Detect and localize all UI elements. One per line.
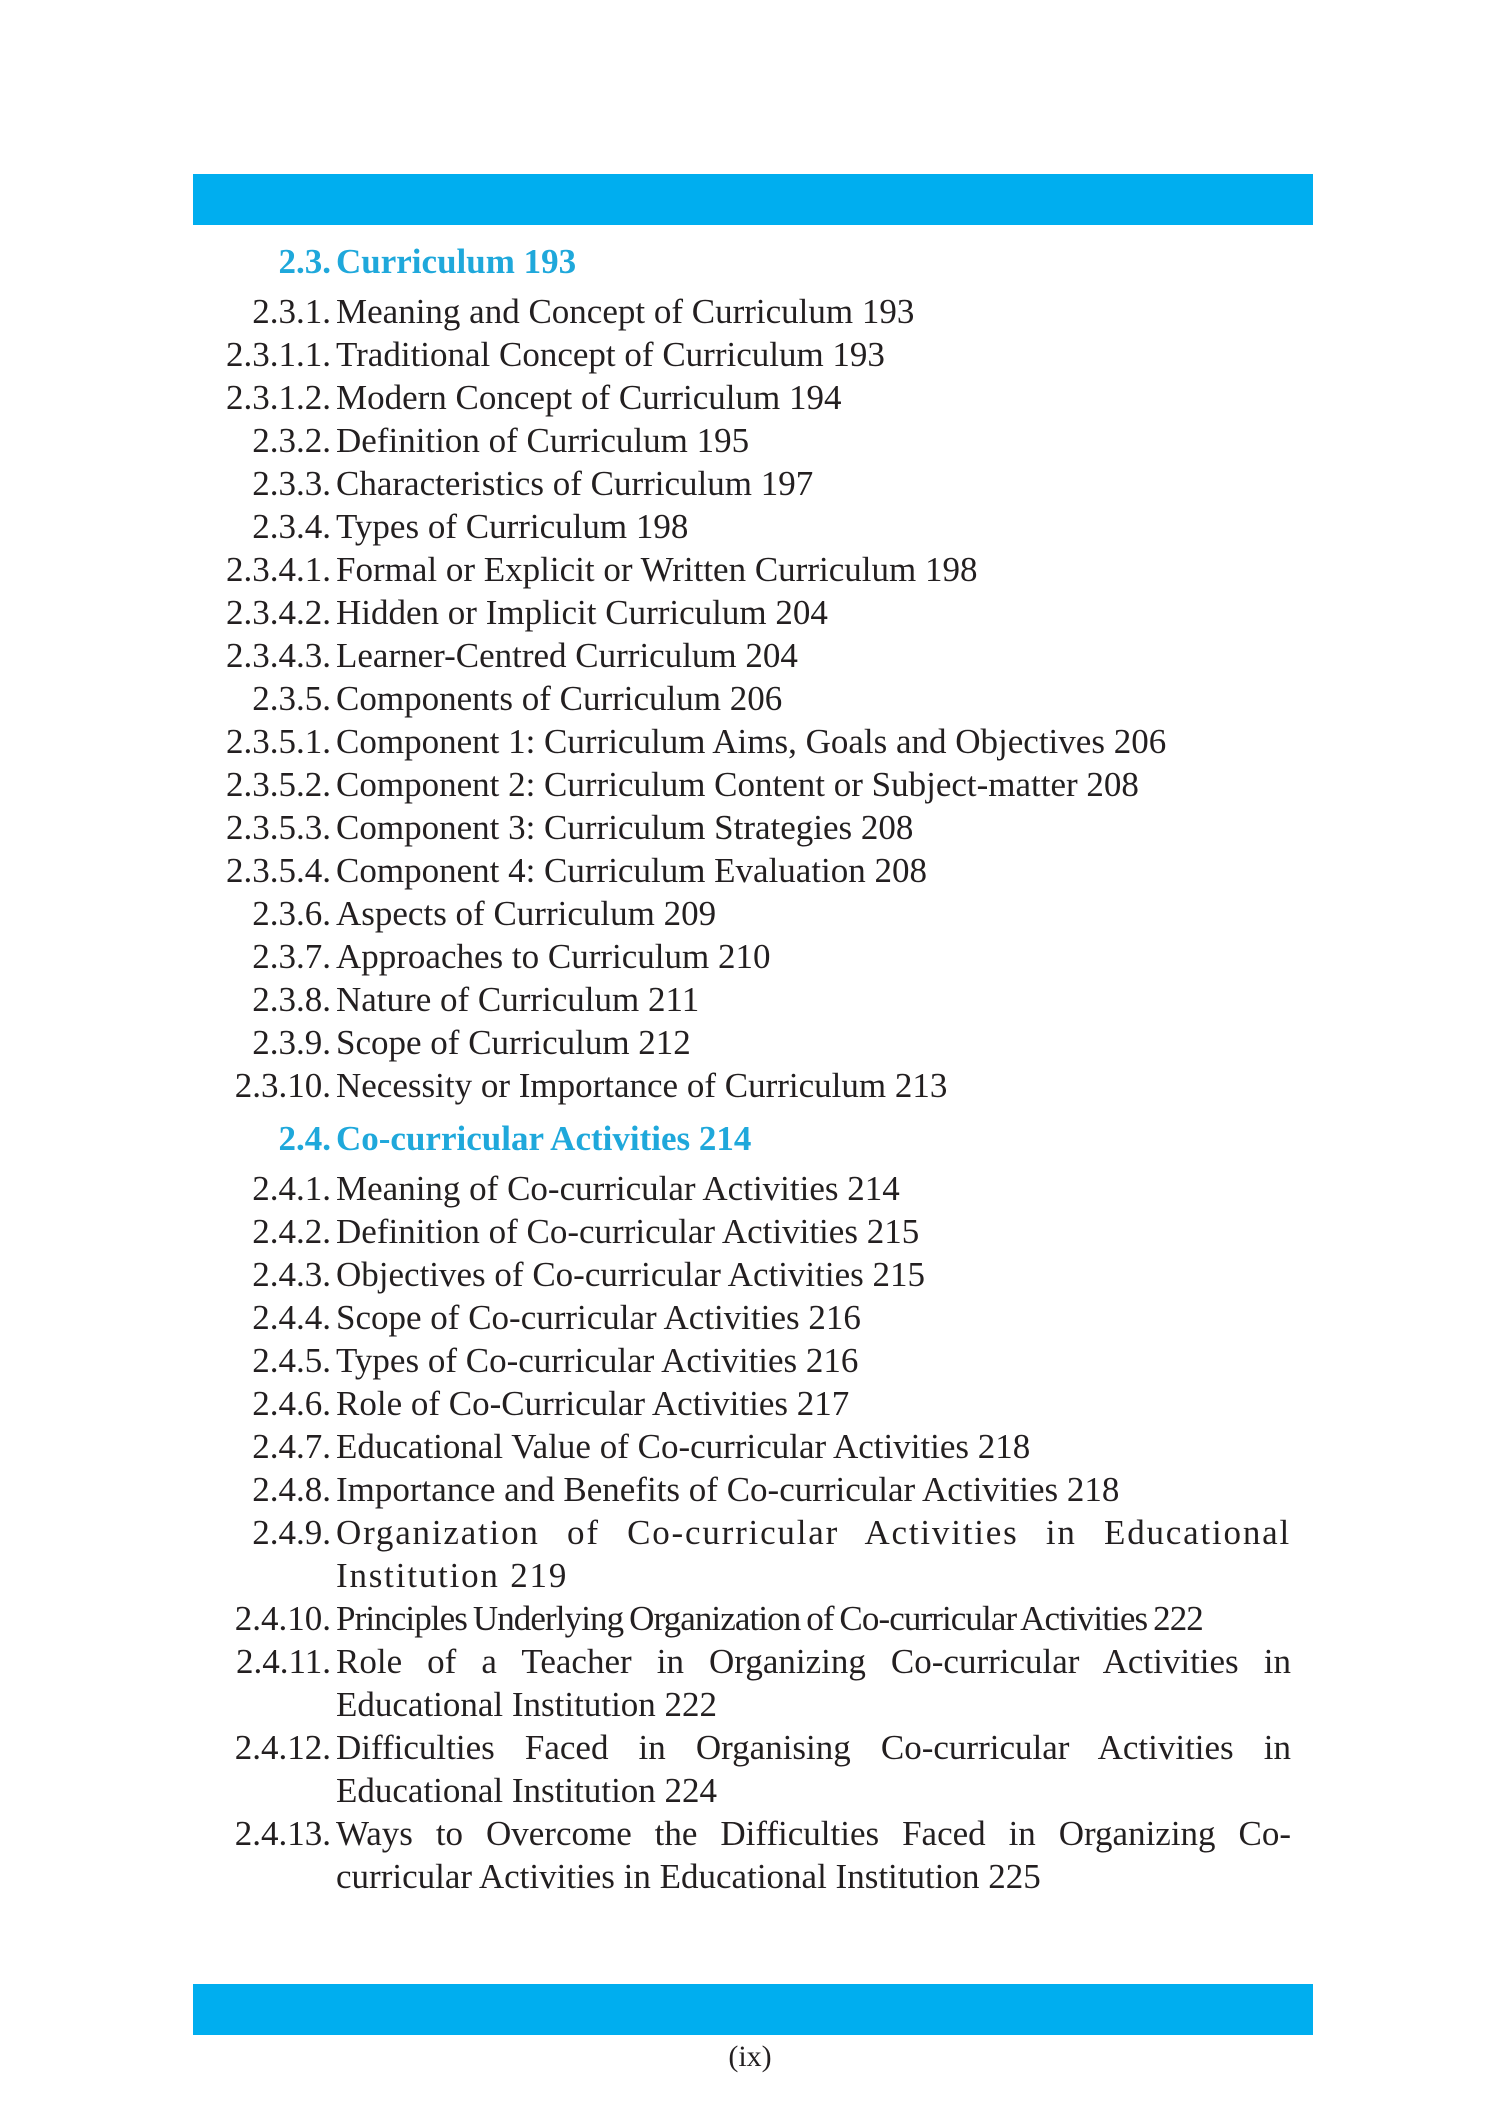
toc-entry[interactable] [0, 1468, 1500, 1511]
toc-entry[interactable] [0, 1511, 1500, 1597]
entry-number: 2.3.5.4. [226, 851, 331, 890]
entry-number: 2.4.10. [234, 1599, 331, 1638]
entry-number: 2.4.3. [252, 1255, 331, 1294]
entry-title: Component 2: Curriculum Content or Subject-matter 208 [336, 765, 1139, 804]
entry-number: 2.3.5. [252, 679, 331, 718]
entry-title: Role of Co-Curricular Activities 217 [336, 1384, 850, 1423]
entry-title: Scope of Curriculum 212 [336, 1023, 691, 1062]
entry-title: Traditional Concept of Curriculum 193 [336, 335, 885, 374]
entry-title: Meaning of Co-curricular Activities 214 [336, 1169, 900, 1208]
toc-entry[interactable] [0, 720, 1500, 763]
toc-entry[interactable] [0, 1253, 1500, 1296]
entry-title: Importance and Benefits of Co-curricular Activities 218 [336, 1470, 1120, 1509]
entry-title: Organization of Co-curricular Activities in Educational Institution 219 [336, 1513, 1291, 1595]
toc-entry[interactable] [0, 1339, 1500, 1382]
entry-number: 2.3.10. [234, 1066, 331, 1105]
entry-title: Component 3: Curriculum Strategies 208 [336, 808, 914, 847]
entry-title: Meaning and Concept of Curriculum 193 [336, 292, 915, 331]
toc-entry[interactable] [0, 1021, 1500, 1064]
entry-title: Principles Underlying Organization of Co-curricular Activities 222 [336, 1599, 1203, 1638]
entry-title: Types of Curriculum 198 [336, 507, 689, 546]
section-number: 2.4. [278, 1119, 331, 1158]
toc-entry[interactable] [0, 1167, 1500, 1210]
entry-number: 2.3.4.2. [226, 593, 331, 632]
toc-entry[interactable] [0, 1296, 1500, 1339]
entry-number: 2.3.8. [252, 980, 331, 1019]
entry-title: Approaches to Curriculum 210 [336, 937, 771, 976]
entry-number: 2.4.7. [252, 1427, 331, 1466]
section-number: 2.3. [278, 242, 331, 281]
entry-number: 2.3.4.1. [226, 550, 331, 589]
entry-number: 2.3.4.3. [226, 636, 331, 675]
entry-number: 2.4.8. [252, 1470, 331, 1509]
entry-number: 2.4.2. [252, 1212, 331, 1251]
entry-number: 2.3.5.1. [226, 722, 331, 761]
entry-title: Objectives of Co-curricular Activities 215 [336, 1255, 926, 1294]
entry-title: Scope of Co-curricular Activities 216 [336, 1298, 861, 1337]
toc-entry[interactable] [0, 505, 1500, 548]
entry-number: 2.4.11. [236, 1642, 331, 1681]
entry-title: Nature of Curriculum 211 [336, 980, 700, 1019]
entry-number: 2.3.3. [252, 464, 331, 503]
entry-title: Component 1: Curriculum Aims, Goals and Objectives 206 [336, 722, 1167, 761]
entry-number: 2.3.5.3. [226, 808, 331, 847]
entry-title: Types of Co-curricular Activities 216 [336, 1341, 859, 1380]
entry-number: 2.4.6. [252, 1384, 331, 1423]
entry-title: Modern Concept of Curriculum 194 [336, 378, 842, 417]
toc-entry[interactable] [0, 849, 1500, 892]
toc-entry[interactable] [0, 1640, 1500, 1726]
toc-entry[interactable] [0, 462, 1500, 505]
entry-number: 2.4.1. [252, 1169, 331, 1208]
toc-entry[interactable] [0, 376, 1500, 419]
header-band [193, 174, 1313, 225]
entry-number: 2.3.9. [252, 1023, 331, 1062]
entry-number: 2.3.7. [252, 937, 331, 976]
toc-entry[interactable] [0, 1726, 1500, 1812]
entry-number: 2.4.4. [252, 1298, 331, 1337]
toc-entry[interactable] [0, 1210, 1500, 1253]
entry-number: 2.3.5.2. [226, 765, 331, 804]
toc-entry[interactable] [0, 806, 1500, 849]
entry-title: Formal or Explicit or Written Curriculum 198 [336, 550, 978, 589]
entry-title: Hidden or Implicit Curriculum 204 [336, 593, 828, 632]
entry-number: 2.3.1.2. [226, 378, 331, 417]
entry-title: Role of a Teacher in Organizing Co-curricular Activities in Educational Institution 222 [336, 1642, 1291, 1724]
entry-title: Necessity or Importance of Curriculum 213 [336, 1066, 948, 1105]
toc-entry[interactable] [0, 290, 1500, 333]
entry-title: Characteristics of Curriculum 197 [336, 464, 814, 503]
entry-number: 2.3.4. [252, 507, 331, 546]
entry-number: 2.4.5. [252, 1341, 331, 1380]
section-title: Co-curricular Activities 214 [336, 1119, 752, 1158]
toc-entry[interactable] [0, 548, 1500, 591]
toc-entry[interactable] [0, 333, 1500, 376]
entry-number: 2.4.13. [234, 1814, 331, 1853]
table-of-contents [0, 240, 1500, 1898]
toc-entry[interactable] [0, 763, 1500, 806]
toc-entry[interactable] [0, 419, 1500, 462]
entry-number: 2.4.12. [234, 1728, 331, 1767]
entry-title: Learner-Centred Curriculum 204 [336, 636, 798, 675]
section-title: Curriculum 193 [336, 242, 577, 281]
toc-entry[interactable] [0, 677, 1500, 720]
toc-entry[interactable] [0, 935, 1500, 978]
entry-title: Definition of Curriculum 195 [336, 421, 750, 460]
entry-number: 2.3.6. [252, 894, 331, 933]
entry-title: Components of Curriculum 206 [336, 679, 783, 718]
toc-entry[interactable] [0, 634, 1500, 677]
toc-entry[interactable] [0, 591, 1500, 634]
section-heading-curriculum[interactable] [0, 240, 1500, 284]
entry-number: 2.3.1.1. [226, 335, 331, 374]
toc-entry[interactable] [0, 1425, 1500, 1468]
section-heading-co-curricular-activities[interactable] [0, 1117, 1500, 1161]
entry-title: Component 4: Curriculum Evaluation 208 [336, 851, 928, 890]
entry-title: Ways to Overcome the Difficulties Faced in Organizing Co-curricular Activities in Educational Institution 225 [336, 1814, 1291, 1896]
toc-entry[interactable] [0, 1597, 1500, 1640]
entry-title: Educational Value of Co-curricular Activities 218 [336, 1427, 1031, 1466]
toc-entry[interactable] [0, 1064, 1500, 1107]
toc-entry[interactable] [0, 892, 1500, 935]
toc-entry[interactable] [0, 1812, 1500, 1898]
entry-number: 2.3.2. [252, 421, 331, 460]
entry-title: Aspects of Curriculum 209 [336, 894, 717, 933]
toc-entry[interactable] [0, 978, 1500, 1021]
page-number: (ix) [728, 2040, 772, 2073]
entry-title: Definition of Co-curricular Activities 215 [336, 1212, 920, 1251]
footer-band [193, 1984, 1313, 2035]
toc-entry[interactable] [0, 1382, 1500, 1425]
entry-number: 2.4.9. [252, 1513, 331, 1552]
entry-number: 2.3.1. [252, 292, 331, 331]
entry-title: Difficulties Faced in Organising Co-curricular Activities in Educational Institution 224 [336, 1728, 1291, 1810]
